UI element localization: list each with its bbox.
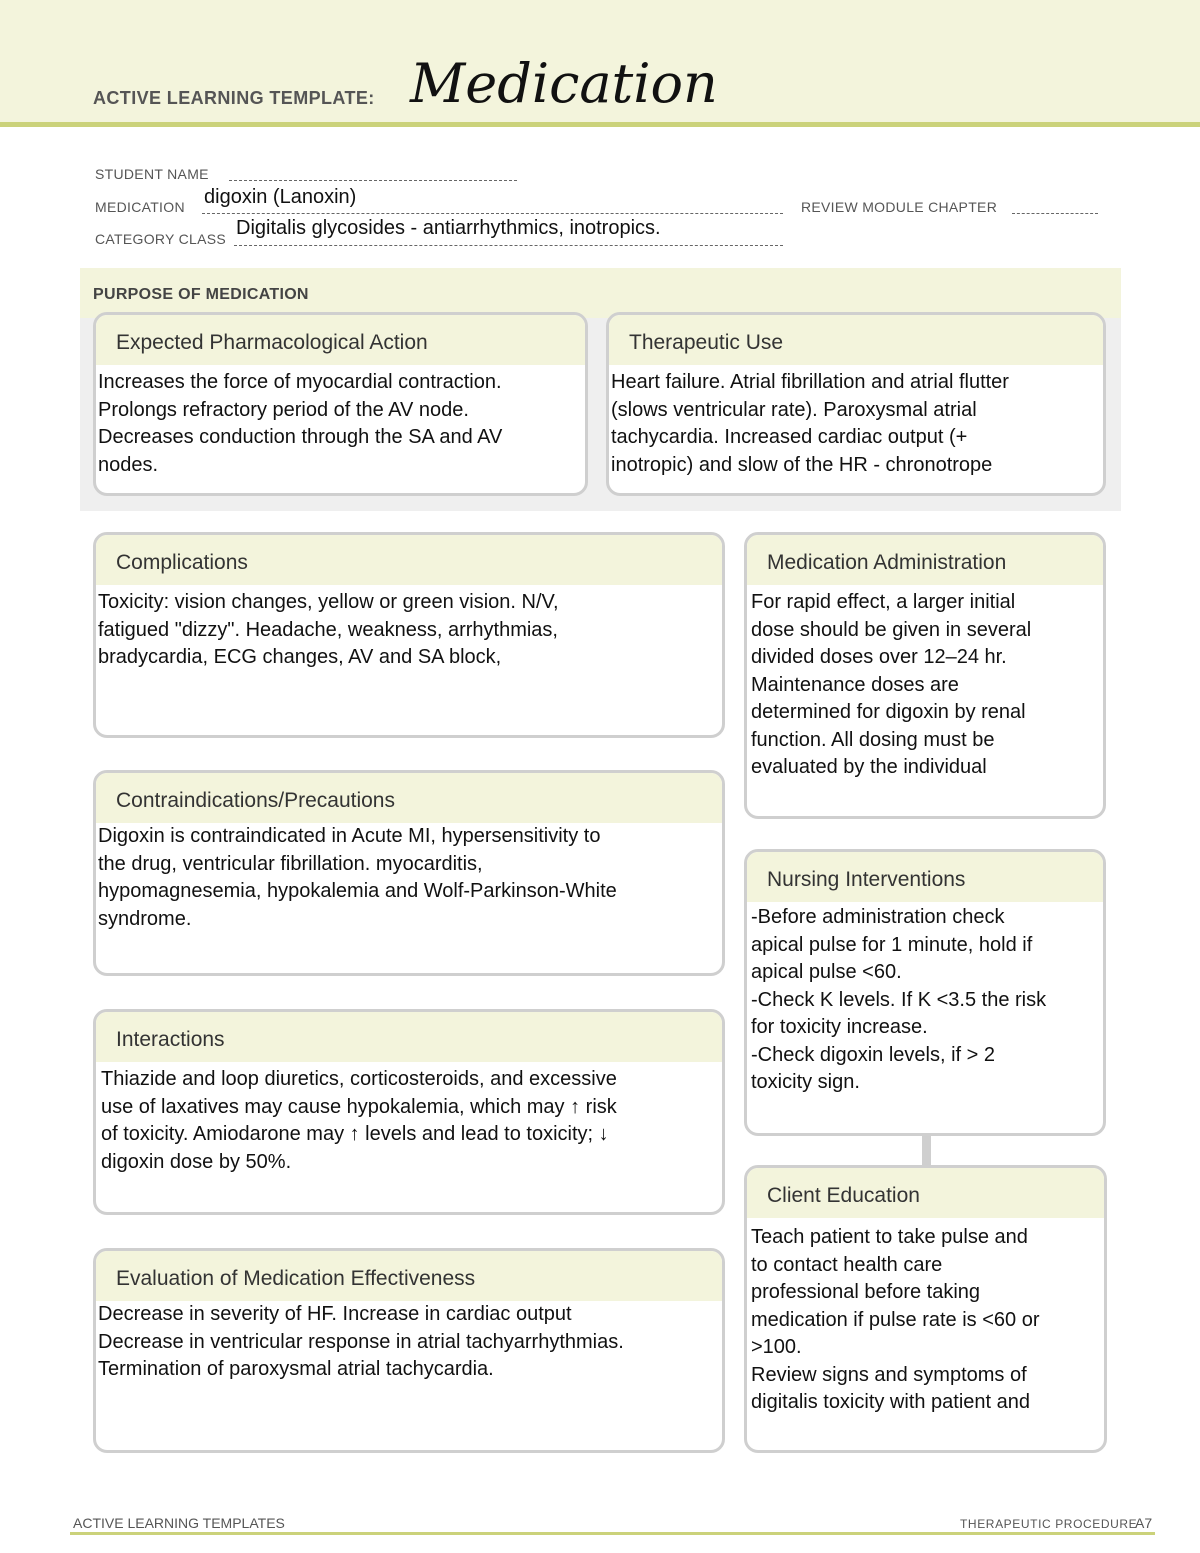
- evaluation-header: [96, 1251, 722, 1301]
- education-text[interactable]: Teach patient to take pulse and to contact health care professional before taking medication if pulse rate is <60 or >100. Review signs and symptoms of digitalis toxicity with patient and: [751, 1226, 1040, 1413]
- page-title: Medication: [410, 52, 718, 115]
- expected-action-header: [96, 315, 585, 365]
- page-number: A7: [1135, 1515, 1153, 1531]
- complications-header: [96, 535, 722, 585]
- complications-text[interactable]: Toxicity: vision changes, yellow or green vision. N/V, fatigued "dizzy". Headache, weakness, arrhythmias, bradycardia, ECG changes, AV and SA block,: [98, 591, 559, 668]
- complications-title: Complications: [116, 551, 248, 574]
- administration-box: [744, 532, 1106, 819]
- nursing-title: Nursing Interventions: [767, 868, 966, 891]
- nursing-box: [744, 849, 1106, 1136]
- administration-header: [747, 535, 1103, 585]
- contraindications-header: [96, 773, 722, 823]
- header-divider: [0, 122, 1200, 127]
- expected-action-text[interactable]: Increases the force of myocardial contraction. Prolongs refractory period of the AV node. Decreases conduction through the SA and AV nodes.: [98, 371, 503, 476]
- therapeutic-use-header: [609, 315, 1103, 365]
- review-chapter-label: REVIEW MODULE CHAPTER: [801, 199, 998, 215]
- review-chapter-field[interactable]: [1012, 213, 1098, 214]
- education-header: [747, 1168, 1104, 1218]
- interactions-box: [93, 1009, 725, 1215]
- therapeutic-use-box: [606, 312, 1106, 496]
- evaluation-text[interactable]: Decrease in severity of HF. Increase in cardiac output Decrease in ventricular response in atrial tachyarrhythmias. Termination of paroxysmal atrial tachycardia.: [98, 1303, 624, 1380]
- footer-right-text: THERAPEUTIC PROCEDURE: [960, 1517, 1138, 1531]
- contraindications-text[interactable]: Digoxin is contraindicated in Acute MI, hypersensitivity to the drug, ventricular fibrillation. myocarditis, hypomagnesemia, hypokalemia and Wolf-Parkinson-White syndrome.: [98, 825, 617, 930]
- nursing-header: [747, 852, 1103, 902]
- interactions-text[interactable]: Thiazide and loop diuretics, corticosteroids, and excessive use of laxatives may cause hypokalemia, which may ↑ risk of toxicity. Amiodarone may ↑ levels and lead to toxicity; ↓ digoxin dose by 50%.: [101, 1068, 617, 1173]
- nursing-text[interactable]: -Before administration check apical pulse for 1 minute, hold if apical pulse <60. -Check K levels. If K <3.5 the risk for toxicity increase. -Check digoxin levels, if > 2 toxicity sign.: [751, 906, 1047, 1093]
- therapeutic-use-text[interactable]: Heart failure. Atrial fibrillation and atrial flutter (slows ventricular rate). Paroxysmal atrial tachycardia. Increased cardiac output (+ inotropic) and slow of the HR - chronotrope: [611, 371, 1009, 476]
- complications-box: [93, 532, 725, 738]
- expected-action-title: Expected Pharmacological Action: [116, 331, 428, 354]
- medication-value: digoxin (Lanoxin): [204, 186, 357, 208]
- footer-left-text: ACTIVE LEARNING TEMPLATES: [73, 1515, 285, 1531]
- category-class-label: CATEGORY CLASS: [95, 231, 227, 247]
- contraindications-box: [93, 770, 725, 976]
- purpose-heading: [80, 268, 1121, 318]
- evaluation-title: Evaluation of Medication Effectiveness: [116, 1267, 476, 1290]
- contraindications-title: Contraindications/Precautions: [116, 789, 395, 812]
- expected-action-box: [93, 312, 588, 496]
- medication-field[interactable]: [202, 213, 783, 214]
- box-connector: [922, 1134, 931, 1166]
- category-class-field[interactable]: [234, 245, 783, 246]
- interactions-title: Interactions: [116, 1028, 225, 1051]
- evaluation-box: [93, 1248, 725, 1453]
- education-box: [744, 1165, 1107, 1453]
- category-class-value: Digitalis glycosides - antiarrhythmics, inotropics.: [236, 217, 661, 239]
- purpose-heading-text: PURPOSE OF MEDICATION: [93, 286, 309, 303]
- therapeutic-use-title: Therapeutic Use: [629, 331, 784, 354]
- administration-title: Medication Administration: [767, 551, 1007, 574]
- student-name-field[interactable]: [229, 180, 517, 181]
- administration-text[interactable]: For rapid effect, a larger initial dose should be given in several divided doses over 12–24 hr. Maintenance doses are determined for digoxin by renal function. All dosing must be evaluated by the individual: [751, 591, 1032, 778]
- education-title: Client Education: [767, 1184, 920, 1207]
- footer-divider: [70, 1532, 1155, 1535]
- student-name-label: STUDENT NAME: [95, 166, 209, 182]
- medication-label: MEDICATION: [95, 199, 185, 215]
- template-label: ACTIVE LEARNING TEMPLATE:: [93, 88, 375, 108]
- interactions-header: [96, 1012, 722, 1062]
